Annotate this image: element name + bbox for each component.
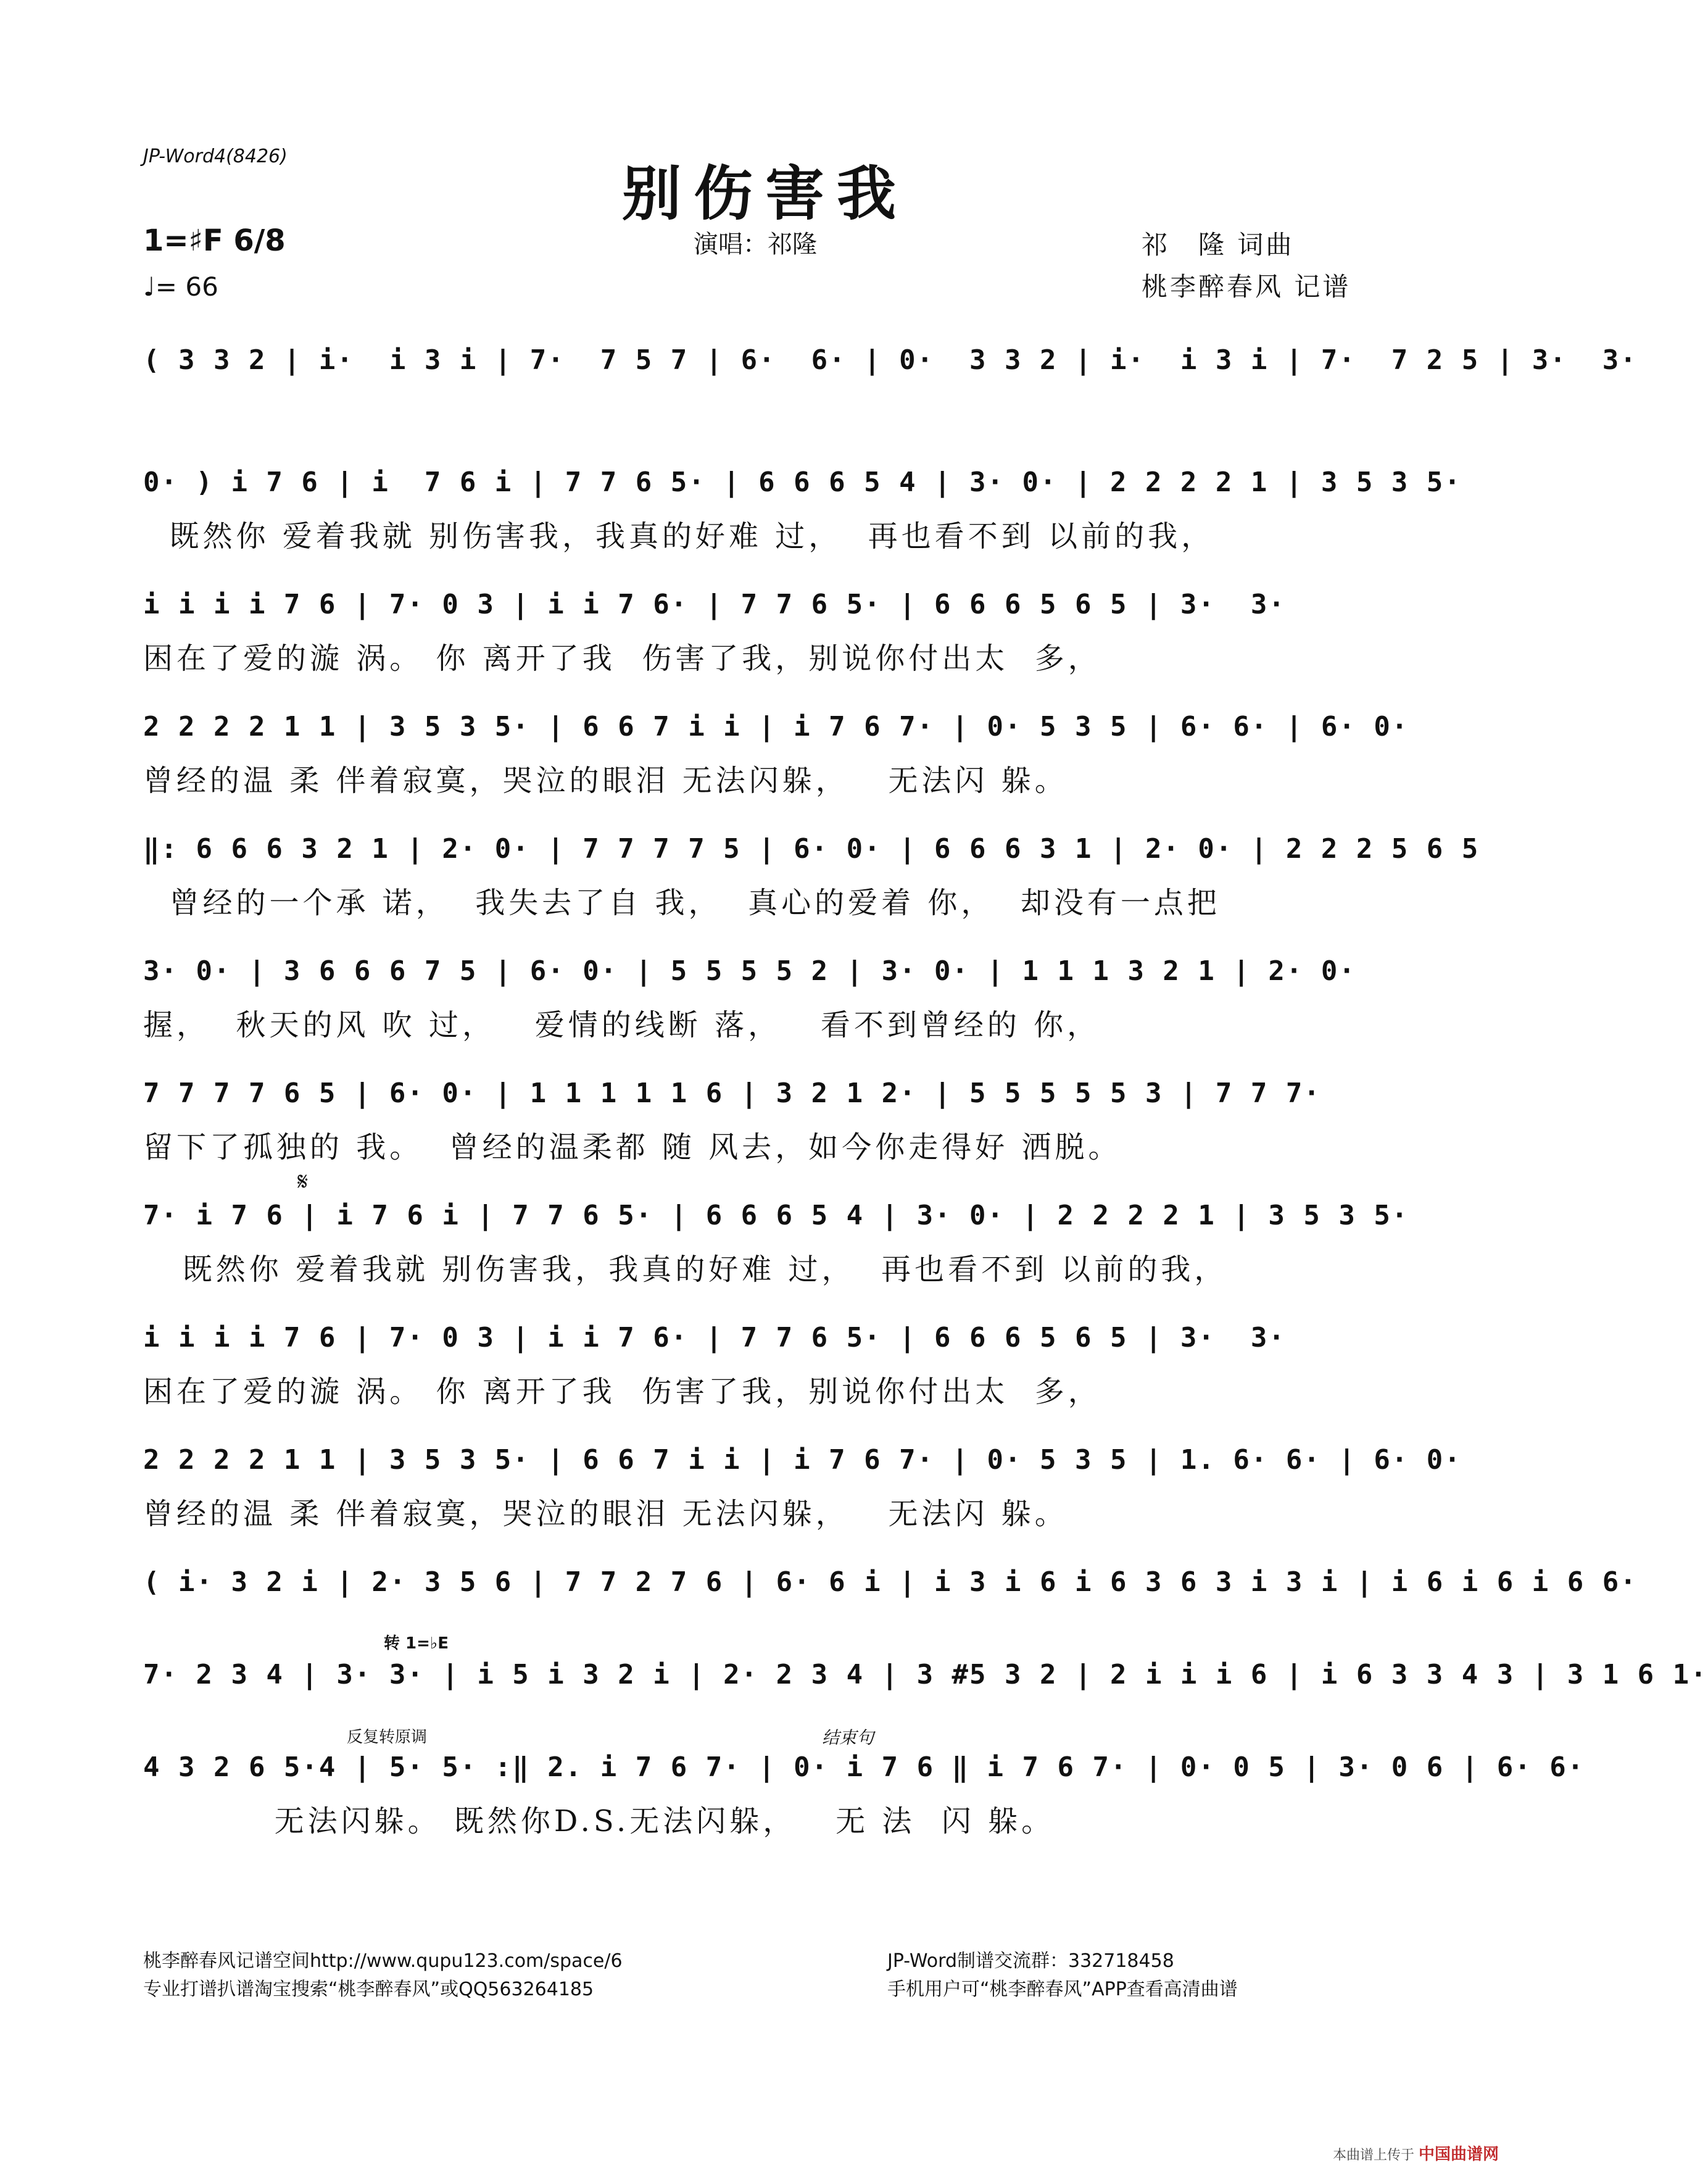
site-watermark <box>1333 2142 1499 2164</box>
score-line <box>143 1727 1585 1850</box>
tempo-marking: ♩= 66 <box>143 272 218 302</box>
notation-row: ‖: 6 6 6 3 2 1 | 2· 0· | 7 7 7 7 5 | 6· 0· | 6 6 6 3 1 | 2· 0· | 2 2 2 5 6 5 <box>143 833 1480 865</box>
score-line <box>143 321 1638 443</box>
score-line <box>143 1421 1462 1543</box>
notation-row: 7 7 7 7 6 5 | 6· 0· | 1 1 1 1 1 6 | 3 2 1 2· | 5 5 5 5 5 3 | 7 7 7· <box>143 1078 1321 1109</box>
modulation-marking: 转 1=♭E <box>384 1634 449 1653</box>
notation-row: i i i i 7 6 | 7· 0 3 | i i 7 6· | 7 7 6 5· | 6 6 6 5 6 5 | 3· 3· <box>143 1322 1286 1353</box>
score-line <box>143 1634 1708 1728</box>
lyrics-row: 留下了孤独的 我。 曾经的温柔都 随 风去，如今你走得好 洒脱。 <box>143 1130 1122 1165</box>
lyrics-row: 曾经的温 柔 伴着寂寞，哭泣的眼泪 无法闪躲， 无法闪 躲。 <box>143 1497 1068 1531</box>
footer-website: 桃李醉春风记谱空间http://www.qupu123.com/space/6 <box>143 1950 623 1972</box>
repeat-note: 反复转原调 <box>347 1728 428 1747</box>
score-line <box>143 810 1480 932</box>
lyricist-composer-credit: 祁 隆 词曲 <box>1142 230 1295 260</box>
footer-group: JP-Word制谱交流群：332718458 <box>887 1950 1174 1972</box>
notation-row: 3· 0· | 3 6 6 6 7 5 | 6· 0· | 5 5 5 5 2 | 3· 0· | 1 1 1 3 2 1 | 2· 0· <box>143 955 1356 987</box>
lyrics-row: 无法闪躲。 既然你D.S.无法闪躲， 无 法 闪 躲。 <box>143 1804 1055 1839</box>
notation-row: 7· 2 3 4 | 3· 3· | i 5 i 3 2 i | 2· 2 3 4 | 3 #5 3 2 | 2 i i i 6 | i 6 3 3 4 3 | 3 1 6 1· <box>143 1659 1708 1690</box>
score-body <box>143 321 1708 1850</box>
footer-app: 手机用户可“桃李醉春风”APP查看高清曲谱 <box>887 1979 1238 2000</box>
score-line <box>143 1054 1383 1176</box>
notation-row: 4 3 2 6 5·4 | 5· 5· :‖ 2. i 7 6 7· | 0· i 7 6 ‖ i 7 6 7· | 0· 0 5 | 3· 0 6 | 6· 6· <box>143 1752 1585 1783</box>
score-line <box>143 565 1383 688</box>
software-label: JP-Word4(8426) <box>143 146 288 167</box>
lyrics-row: 握， 秋天的风 吹 过， 爱情的线断 落， 看不到曾经的 你， <box>143 1008 1101 1042</box>
singer-credit: 演唱：祁隆 <box>694 230 817 259</box>
score-line <box>143 443 1462 565</box>
lyrics-row: 困在了爱的漩 涡。 你 离开了我 伤害了我，别说你付出太 多， <box>143 641 1101 676</box>
song-title: 别伤害我 <box>622 159 908 228</box>
notation-row: 0· ) i 7 6 | i 7 6 i | 7 7 6 5· | 6 6 6 5 4 | 3· 0· | 2 2 2 2 1 | 3 5 3 5· <box>143 467 1462 498</box>
score-line <box>143 1168 1409 1299</box>
key-signature: 1=♯F 6/8 <box>143 223 286 258</box>
lyrics-row: 既然你 爱着我就 别伤害我，我真的好难 过， 再也看不到 以前的我， <box>143 1252 1228 1287</box>
notation-row: ( 3 3 2 | i· i 3 i | 7· 7 5 7 | 6· 6· | 0· 3 3 2 | i· i 3 i | 7· 7 2 5 | 3· 3· <box>143 344 1638 376</box>
score-line <box>143 1543 1638 1635</box>
lyrics-row: 曾经的一个承 诺， 我失去了自 我， 真心的爱着 你， 却没有一点把 <box>143 886 1221 920</box>
lyrics-row: 曾经的温 柔 伴着寂寞，哭泣的眼泪 无法闪躲， 无法闪 躲。 <box>143 763 1068 798</box>
notation-row: 7· i 7 6 | i 7 6 i | 7 7 6 5· | 6 6 6 5 4 | 3· 0· | 2 2 2 2 1 | 3 5 3 5· <box>143 1200 1409 1231</box>
notation-row: 2 2 2 2 1 1 | 3 5 3 5· | 6 6 7 i i | i 7 6 7· | 0· 5 3 5 | 6· 6· | 6· 0· <box>143 711 1409 742</box>
notation-row: ( i· 3 2 i | 2· 3 5 6 | 7 7 2 7 6 | 6· 6 i | i 3 i 6 i 6 3 6 3 i 3 i | i 6 i 6 i 6 6· <box>143 1566 1638 1598</box>
transcriber-credit: 桃李醉春风 记谱 <box>1142 272 1351 302</box>
coda-label: 结束句 <box>822 1727 874 1748</box>
score-line <box>143 1299 1383 1421</box>
notation-row: 2 2 2 2 1 1 | 3 5 3 5· | 6 6 7 i i | i 7 6 7· | 0· 5 3 5 | 1. 6· 6· | 6· 0· <box>143 1444 1462 1476</box>
segno-sign: 𝄋 <box>297 1168 309 1196</box>
score-line <box>143 688 1409 810</box>
lyrics-row: 困在了爱的漩 涡。 你 离开了我 伤害了我，别说你付出太 多， <box>143 1374 1101 1409</box>
notation-row: i i i i 7 6 | 7· 0 3 | i i 7 6· | 7 7 6 5· | 6 6 6 5 6 5 | 3· 3· <box>143 589 1286 620</box>
score-line <box>143 932 1383 1054</box>
watermark-site: 中国曲谱网 <box>1419 2145 1499 2164</box>
footer-contact: 专业打谱扒谱淘宝搜索“桃李醉春风”或QQ563264185 <box>143 1979 594 2000</box>
lyrics-row: 既然你 爱着我就 别伤害我，我真的好难 过， 再也看不到 以前的我， <box>143 519 1215 554</box>
watermark-prefix: 本曲谱上传于 <box>1333 2148 1415 2163</box>
